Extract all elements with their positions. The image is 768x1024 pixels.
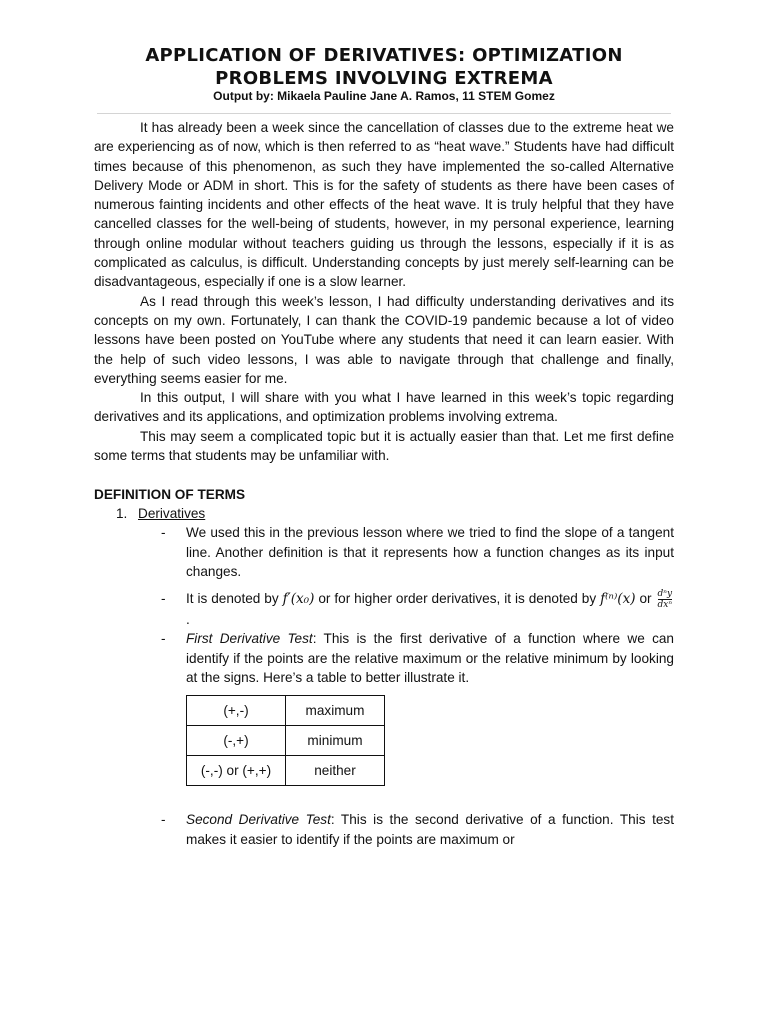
bullet-text: . xyxy=(186,612,190,628)
item-number: 1. xyxy=(116,505,128,521)
author-byline: Output by: Mikaela Pauline Jane A. Ramos, 11 STEM Gomez xyxy=(213,89,555,103)
document-body xyxy=(94,118,674,849)
bullet-dash: - xyxy=(161,525,166,541)
bullet-text: We used this in the previous lesson where we tried to find the slope of a tangent line. Another definition is that it represents how a function changes as its input changes. xyxy=(186,525,674,579)
item-label: Derivatives xyxy=(138,505,206,521)
table-row xyxy=(187,726,385,756)
fraction-denominator: dxⁿ xyxy=(657,600,673,611)
fraction-numerator: dⁿy xyxy=(657,589,673,600)
bullet-text: : This is the first derivative of a function where we can identify if the points are the relative maximum or the relative minimum by looking at the signs. Here’s a table to better illustrate it. xyxy=(186,631,674,686)
term-first-derivative-test: First Derivative Test xyxy=(186,631,313,647)
math-nth-derivative: f⁽ⁿ⁾(x) xyxy=(600,591,636,608)
paragraph: It has already been a week since the cancellation of classes due to the extreme heat we are experiencing as of now, which is then referred to as “heat wave.” Students have had difficult times because of this phenomenon, as such they have implemented the so-called Alternative Delivery Mode or ADM in short. This is for the safety of students as there have been cases of numerous fainting incidents and other effects of the heat wave. It is truly helpful that they have cancelled classes for the well-being of students, however, in my personal experience, learning through online modular without teachers guiding us through the lessons, especially if it is as complicated as calculus, is difficult. Understanding concepts by just merely self-learning can be disadvantageous, especially if one is a slow learner. xyxy=(94,120,674,290)
paragraph: As I read through this week’s lesson, I had difficulty understanding derivatives and its concepts on my own. Fortunately, I can thank the COVID-19 pandemic because a lot of video lessons have been posted on YouTube where any students that need it can learn easier. With the help of such video lessons, I was able to navigate through that challenge and finally, everything seems easier for me. xyxy=(94,293,674,386)
bullet-text: : This is the second derivative of a function. This test makes it easier to identify if the points are maximum or xyxy=(186,812,674,847)
bullet-text: or xyxy=(639,591,652,607)
bullet-text: or for higher order derivatives, it is denoted by xyxy=(318,591,597,607)
bullet-item xyxy=(94,629,674,687)
bullet-text: It is denoted by xyxy=(186,591,279,607)
bullet-item xyxy=(94,523,674,581)
math-leibniz-fraction xyxy=(658,589,673,610)
table-cell: maximum xyxy=(286,696,385,726)
section-heading: DEFINITION OF TERMS xyxy=(94,486,246,502)
table-cell: (-,-) or (+,+) xyxy=(187,756,286,786)
bullet-dash: - xyxy=(161,812,166,828)
numbered-item-derivatives xyxy=(116,504,674,523)
bullet-item xyxy=(94,589,674,629)
table-cell: (-,+) xyxy=(187,726,286,756)
table-row xyxy=(187,756,385,786)
table-row xyxy=(187,696,385,726)
paragraph: In this output, I will share with you what I have learned in this week’s topic regarding derivatives and its applications, and optimization problems involving extrema. xyxy=(94,390,674,425)
sign-table xyxy=(186,695,385,786)
document-title xyxy=(0,44,768,90)
title-line-1: APPLICATION OF DERIVATIVES: OPTIMIZATION xyxy=(145,45,623,66)
table-cell: minimum xyxy=(286,726,385,756)
bullet-dash: - xyxy=(161,591,166,607)
header-divider xyxy=(97,113,671,114)
table-cell: neither xyxy=(286,756,385,786)
math-first-derivative: f′(x₀) xyxy=(282,591,315,608)
table-cell: (+,-) xyxy=(187,696,286,726)
bullet-item xyxy=(94,810,674,849)
title-line-2: PROBLEMS INVOLVING EXTREMA xyxy=(215,68,553,89)
bullet-dash: - xyxy=(161,631,166,647)
paragraph: This may seem a complicated topic but it is actually easier than that. Let me first define some terms that students may be unfamiliar with. xyxy=(94,428,674,464)
term-second-derivative-test: Second Derivative Test xyxy=(186,812,331,828)
